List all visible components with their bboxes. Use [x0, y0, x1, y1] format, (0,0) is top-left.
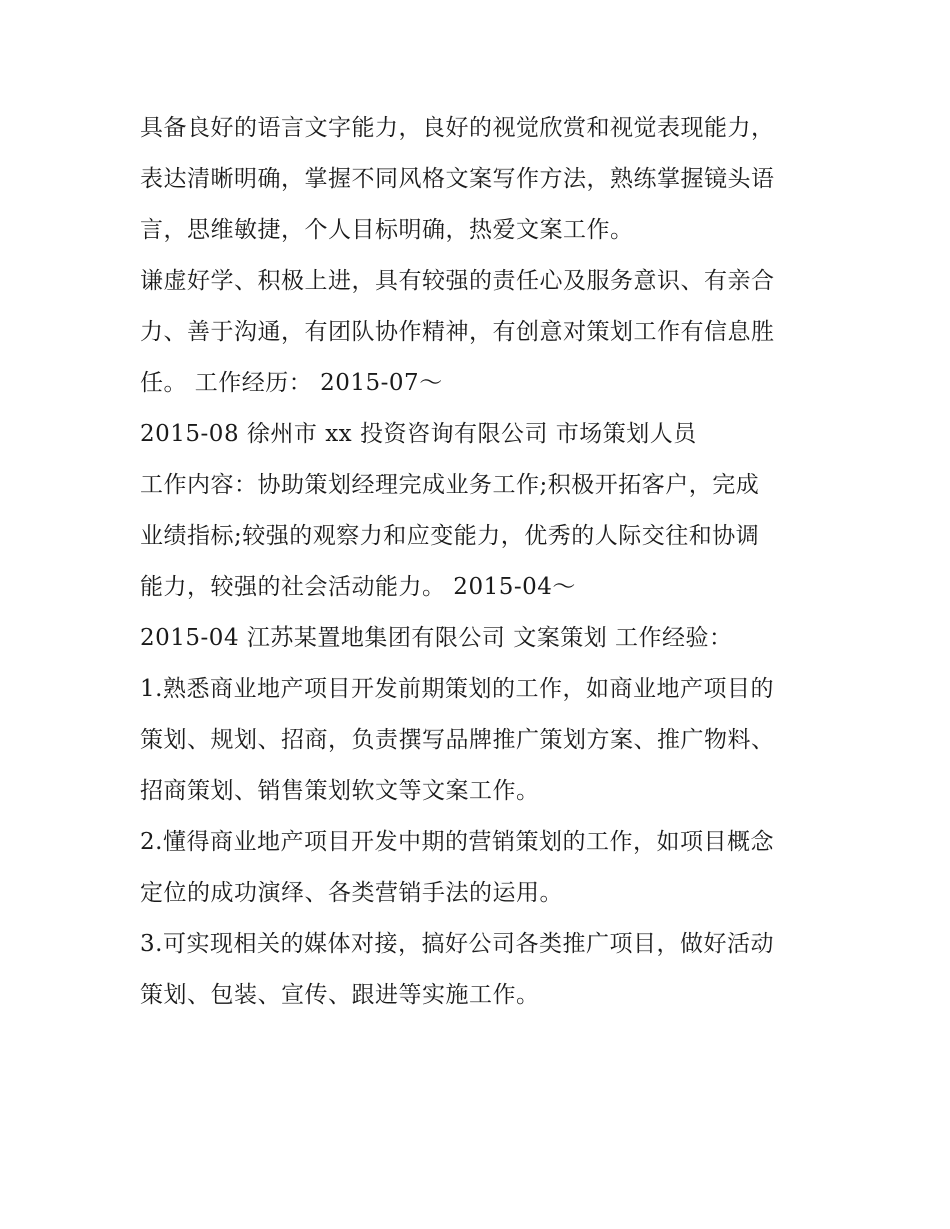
text-line: 招商策划、销售策划软文等文案工作。 [140, 778, 540, 804]
text-line: 谦虚好学、积极上进，具有较强的责任心及服务意识、有亲合 [140, 268, 775, 294]
text-line: 3.可实现相关的媒体对接，搞好公司各类推广项目，做好活动 [140, 931, 774, 957]
text-line: 策划、规划、招商，负责撰写品牌推广策划方案、推广物料、 [140, 727, 775, 753]
text-line: 能力，较强的社会活动能力。 2015-04～ [140, 574, 576, 600]
text-line: 定位的成功演绎、各类营销手法的运用。 [140, 880, 563, 906]
text-line: 2015-04 江苏某置地集团有限公司 文案策划 工作经验： [140, 625, 733, 651]
text-line: 工作内容：协助策划经理完成业务工作;积极开拓客户，完成 [140, 472, 760, 498]
text-line: 言，思维敏捷，个人目标明确，热爱文案工作。 [140, 217, 634, 243]
text-line: 策划、包装、宣传、跟进等实施工作。 [140, 982, 540, 1008]
text-line: 2015-08 徐州市 xx 投资咨询有限公司 市场策划人员 [140, 421, 697, 447]
text-line: 具备良好的语言文字能力，良好的视觉欣赏和视觉表现能力， [140, 115, 775, 141]
text-line: 2.懂得商业地产项目开发中期的营销策划的工作，如项目概念 [140, 829, 774, 855]
text-line: 力、善于沟通，有团队协作精神，有创意对策划工作有信息胜 [140, 319, 775, 345]
text-line: 表达清晰明确，掌握不同风格文案写作方法，熟练掌握镜头语 [140, 166, 775, 192]
text-line: 1.熟悉商业地产项目开发前期策划的工作，如商业地产项目的 [140, 676, 774, 702]
document-body [140, 103, 820, 1021]
text-line: 业绩指标;较强的观察力和应变能力，优秀的人际交往和协调 [140, 523, 760, 549]
text-line: 任。 工作经历： 2015-07～ [140, 370, 443, 396]
